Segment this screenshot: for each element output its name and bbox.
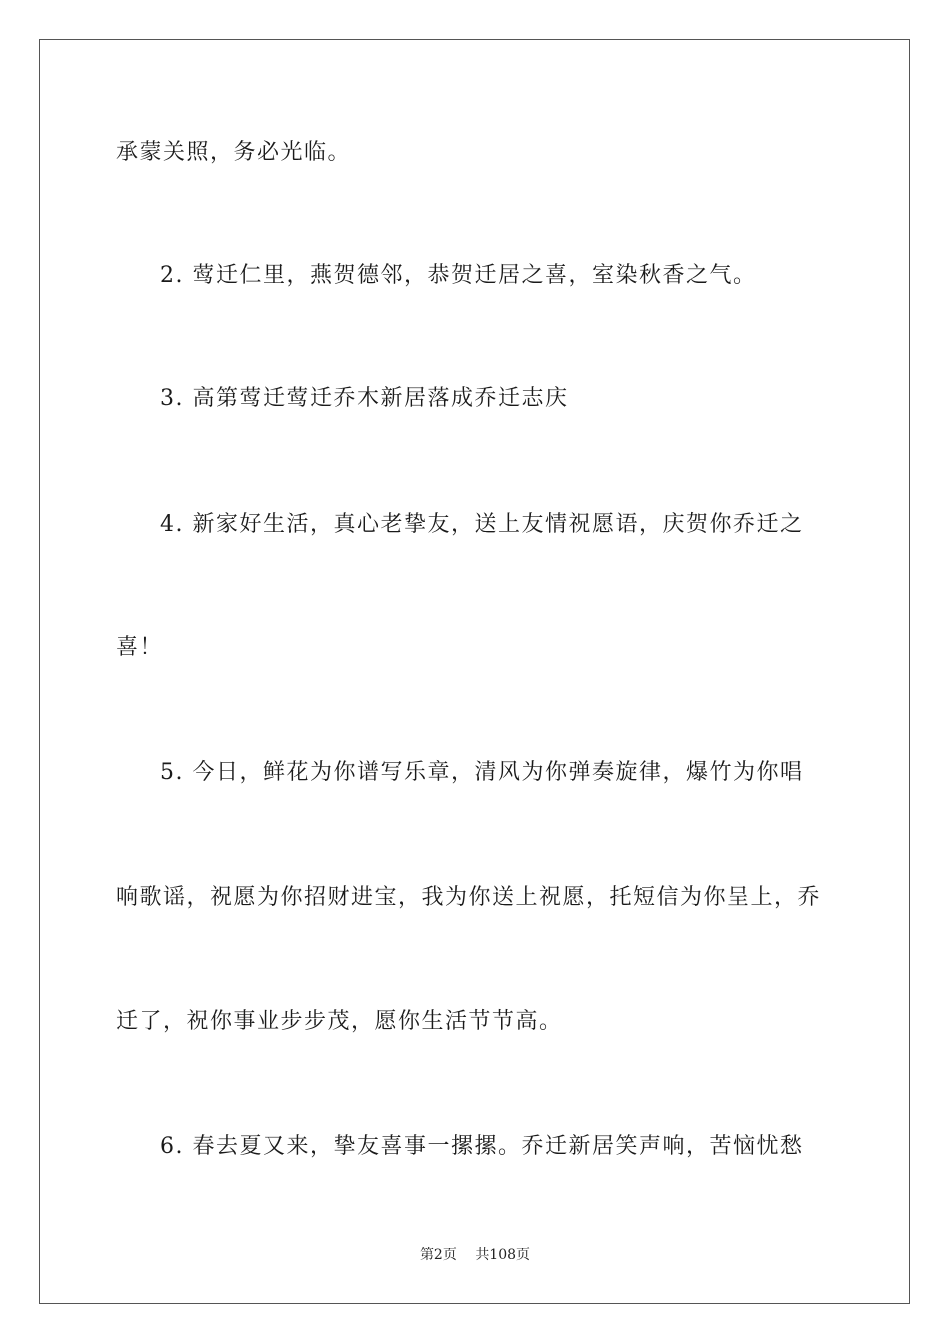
page-footer	[0, 1245, 950, 1265]
text-line-3: 3. 高第莺迁莺迁乔木新居落成乔迁志庆	[160, 386, 569, 411]
text-line-5: 喜！	[116, 635, 164, 660]
text-line-4: 4. 新家好生活，真心老挚友，送上友情祝愿语，庆贺你乔迁之	[160, 512, 804, 537]
text-line-6: 5. 今日，鲜花为你谱写乐章，清风为你弹奏旋律，爆竹为你唱	[160, 760, 804, 785]
text-line-1: 承蒙关照，务必光临。	[116, 140, 352, 165]
page-frame	[39, 39, 910, 1304]
text-line-7: 响歌谣，祝愿为你招财进宝，我为你送上祝愿，托短信为你呈上，乔	[116, 885, 822, 910]
text-line-2: 2. 莺迁仁里，燕贺德邻，恭贺迁居之喜，室染秋香之气。	[160, 263, 757, 288]
page-total: 共108页	[475, 1247, 531, 1263]
text-line-9: 6. 春去夏又来，挚友喜事一摞摞。乔迁新居笑声响，苦恼忧愁	[160, 1134, 804, 1159]
text-line-8: 迁了，祝你事业步步茂，愿你生活节节高。	[116, 1009, 563, 1034]
page-number: 第2页	[419, 1247, 457, 1263]
